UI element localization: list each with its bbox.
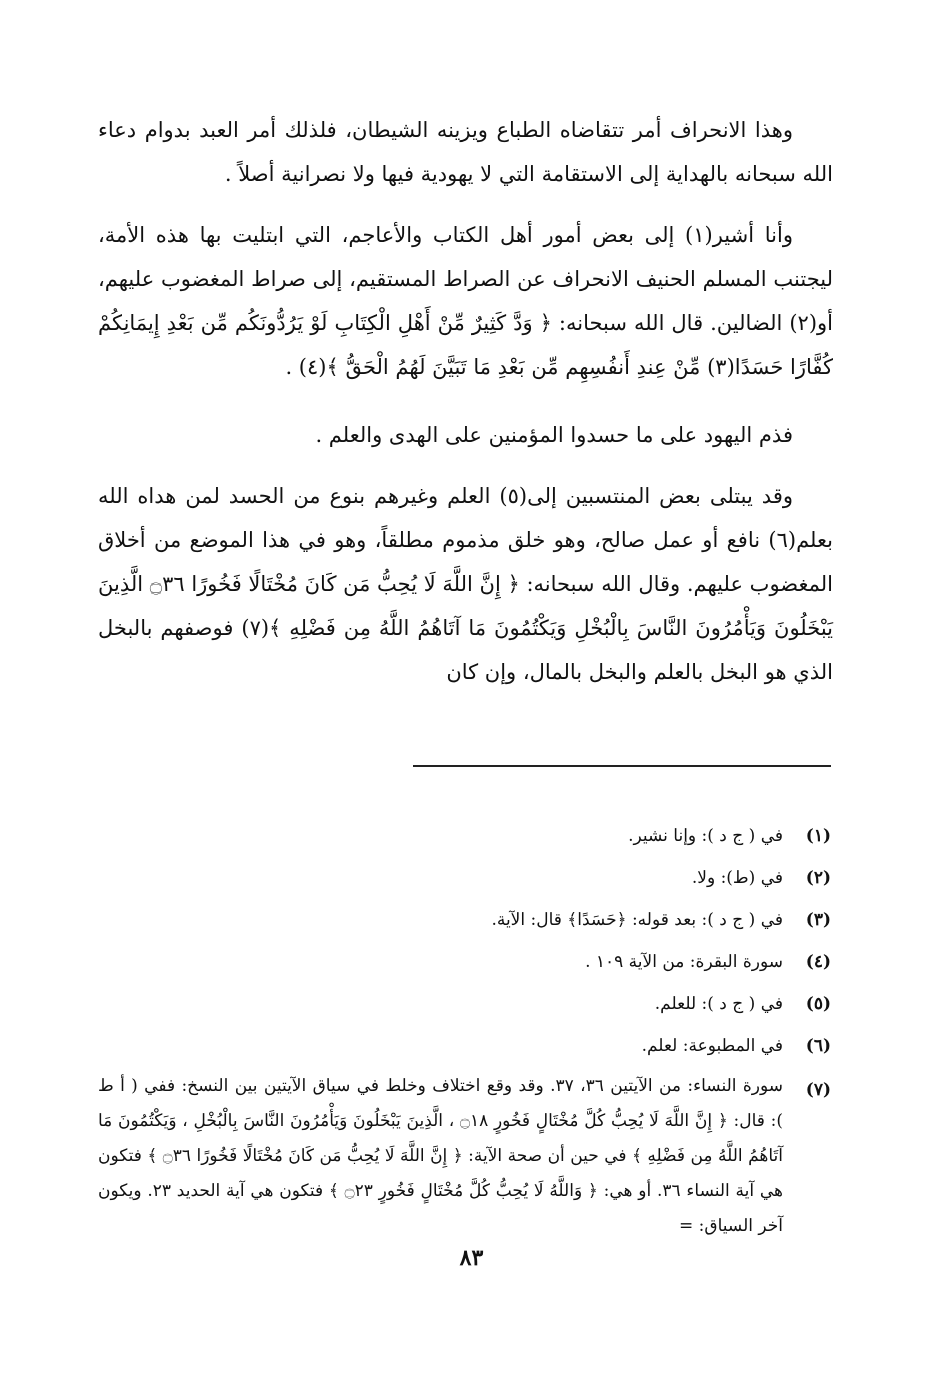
footnote-separator xyxy=(413,765,831,767)
footnote-4 xyxy=(98,941,831,983)
footnote-7 xyxy=(98,1069,831,1244)
footnote-2 xyxy=(98,857,831,899)
footnote-6 xyxy=(98,1025,831,1067)
footnote-1 xyxy=(98,815,831,857)
footnote-3 xyxy=(98,899,831,941)
footnote-text: سورة النساء: من الآيتين ٣٦، ٣٧. وقد وقع اختلاف وخلط في سياق الآيتين بين النسخ: ففي ( أ ط ): قال: ﴿ إِنَّ اللَّهَ لَا يُحِبُّ كُلَّ مُخْتَالٍ فَخُورٍ ۝١٨ ، الَّذِينَ يَبْخَلُونَ وَيَأْمُرُونَ النَّاسَ بِالْبُخْلِ ، وَيَكْتُمُونَ مَا آتَاهُمُ اللَّهُ مِن فَضْلِهِ ﴾ في حين أن صحة الآية: ﴿ إِنَّ اللَّهَ لَا يُحِبُّ مَن كَانَ مُخْتَالًا فَخُورًا ۝٣٦ ﴾ فتكون هي آية النساء ٣٦. أو هي: ﴿ وَاللَّهُ لَا يُحِبُّ كُلَّ مُخْتَالٍ فَخُورٍ ۝٢٣ ﴾ فتكون هي آية الحديد ٢٣. ويكون آخر السياق: = xyxy=(98,1076,783,1236)
paragraph-1: وهذا الانحراف أمر تتقاضاه الطباع ويزينه الشيطان، فلذلك أمر العبد بدوام دعاء الله سبحانه بالهداية إلى الاستقامة التي لا يهودية فيها ولا نصرانية أصلاً . xyxy=(98,118,833,186)
footnote-text: في ( ج د ): للعلم. xyxy=(654,994,783,1014)
footnote-number: (٧) xyxy=(805,1080,831,1100)
footnote-number: (٣) xyxy=(805,910,831,930)
footnotes xyxy=(98,815,831,1244)
footnote-number: (٦) xyxy=(805,1036,831,1056)
paragraph-3: فذم اليهود على ما حسدوا المؤمنين على الهدى والعلم . xyxy=(315,423,793,447)
footnote-text: في (ط): ولا. xyxy=(691,868,783,888)
footnote-number: (٥) xyxy=(805,994,831,1014)
footnote-text: في ( ج د ): بعد قوله: ﴿حَسَدًا﴾ قال: الآية. xyxy=(491,910,783,930)
paragraph-4: وقد يبتلى بعض المنتسبين إلى(٥) العلم وغيرهم بنوع من الحسد لمن هداه الله بعلم(٦) نافع أو عمل صالح، وهو خلق مذموم مطلقاً، وهو في هذا الموضع من أخلاق المغضوب عليهم. وقال الله سبحانه: ﴿ إِنَّ اللَّهَ لَا يُحِبُّ مَن كَانَ مُخْتَالًا فَخُورًا ۝٣٦ الَّذِينَ يَبْخَلُونَ وَيَأْمُرُونَ النَّاسَ بِالْبُخْلِ وَيَكْتُمُونَ مَا آتَاهُمُ اللَّهُ مِن فَضْلِهِ ﴾(٧) فوصفهم بالبخل الذي هو البخل بالعلم والبخل بالمال، وإن كان xyxy=(98,484,834,684)
footnote-text: سورة البقرة: من الآية ١٠٩ . xyxy=(585,952,783,972)
footnote-number: (٤) xyxy=(805,952,831,972)
footnote-text: في المطبوعة: لعلم. xyxy=(641,1036,783,1056)
paragraph-2: وأنا أشير(١) إلى بعض أمور أهل الكتاب والأعاجم، التي ابتليت بها هذه الأمة، ليجتنب المسلم الحنيف الانحراف عن الصراط المستقيم، إلى صراط المغضوب عليهم، أو(٢) الضالين. قال الله سبحانه: ﴿ وَدَّ كَثِيرٌ مِّنْ أَهْلِ الْكِتَابِ لَوْ يَرُدُّونَكُم مِّن بَعْدِ إِيمَانِكُمْ كُفَّارًا حَسَدًا(٣) مِّنْ عِندِ أَنفُسِهِم مِّن بَعْدِ مَا تَبَيَّنَ لَهُمُ الْحَقُّ ﴾(٤) . xyxy=(98,223,833,379)
footnote-text: في ( ج د ): وإنا نشير. xyxy=(628,826,783,846)
footnote-number: (٢) xyxy=(805,868,831,888)
footnote-number: (١) xyxy=(805,826,831,846)
footnote-5 xyxy=(98,983,831,1025)
main-text xyxy=(98,108,833,711)
page-number: ٨٣ xyxy=(459,1245,484,1271)
